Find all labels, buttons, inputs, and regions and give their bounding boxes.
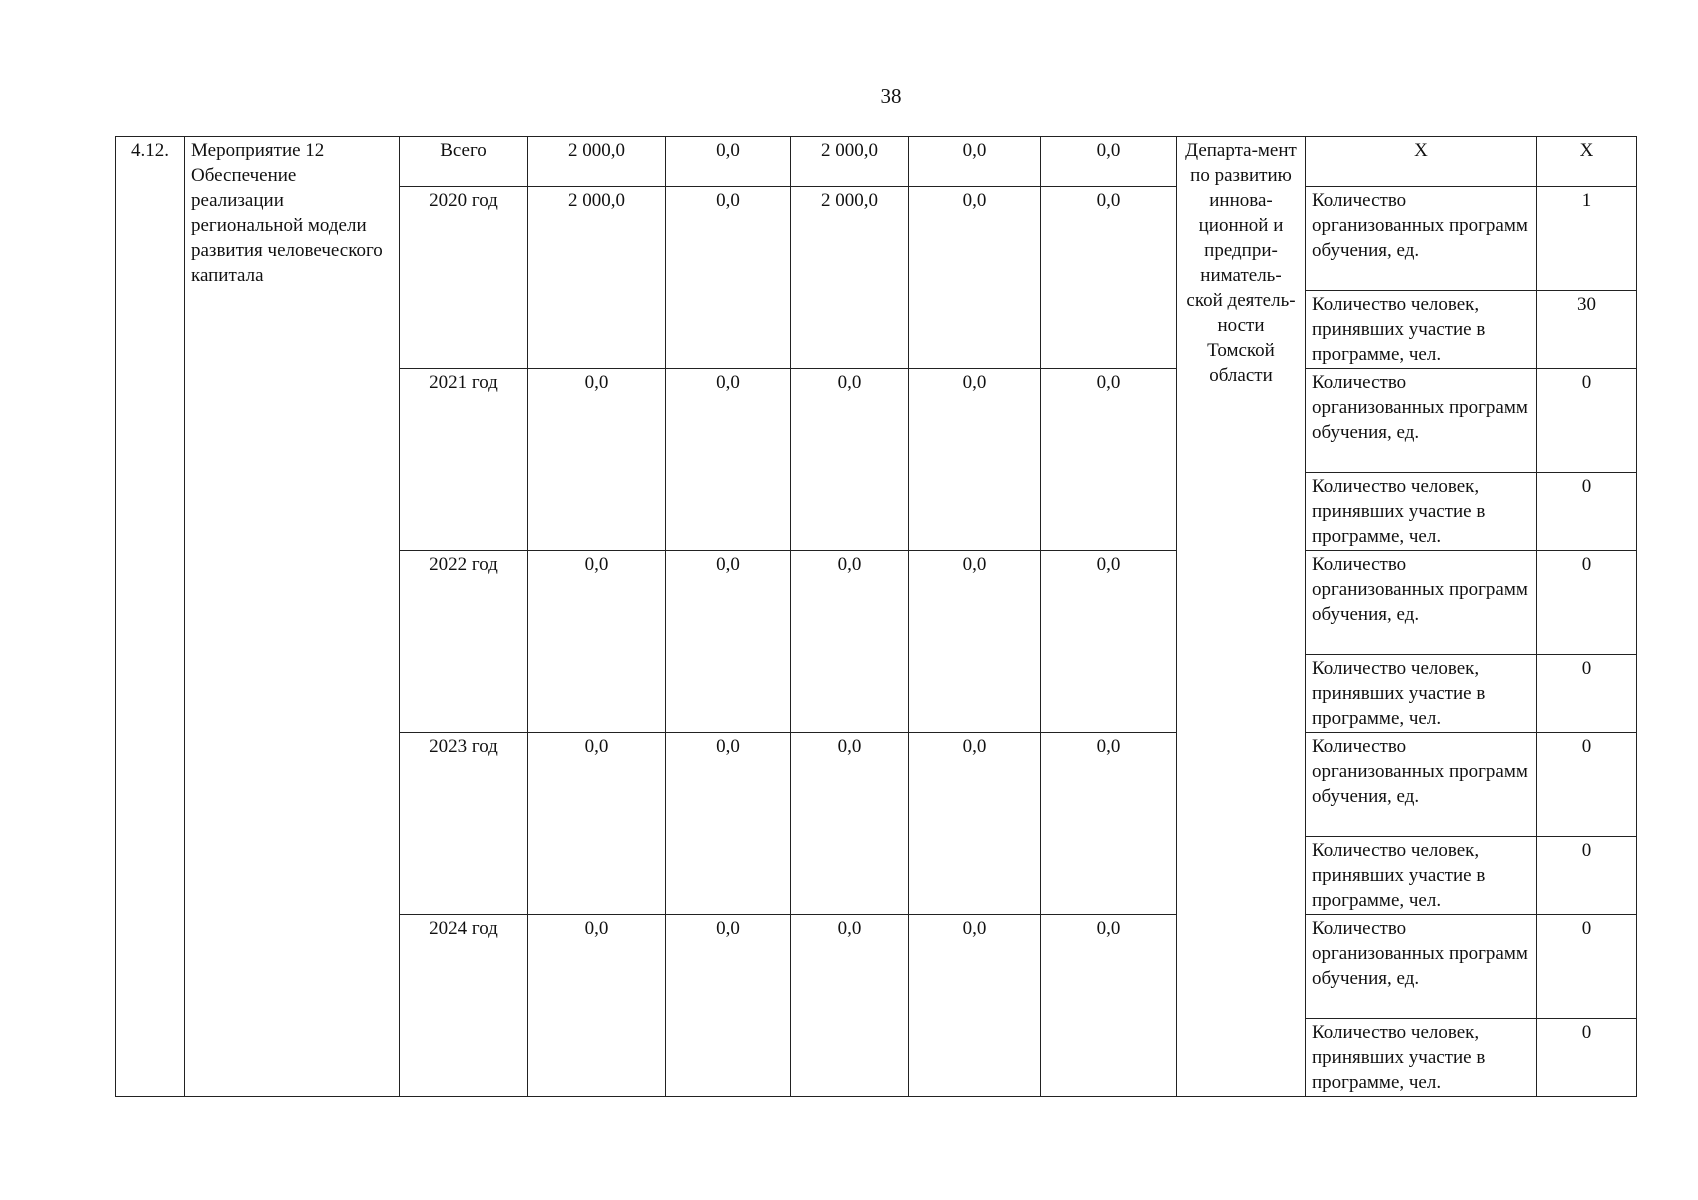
department-name: Департа-мент по развитию иннова-ционной и предпри-ниматель-ской деятель-ности Томской области (1177, 137, 1306, 1097)
indicator-name: Количество организованных программ обучения, ед. (1306, 551, 1537, 655)
indicator-header: Х (1306, 137, 1537, 187)
value-cell: 0,0 (666, 187, 791, 369)
period-label: 2024 год (400, 915, 528, 1097)
period-label: Всего (400, 137, 528, 187)
indicator-name: Количество организованных программ обучения, ед. (1306, 369, 1537, 473)
measure-table (115, 136, 1637, 1097)
value-cell: 0,0 (1041, 187, 1177, 369)
period-label: 2020 год (400, 187, 528, 369)
value-cell: 0,0 (666, 733, 791, 915)
measure-name: Мероприятие 12 Обеспечение реализации региональной модели развития человеческого капитала (185, 137, 400, 1097)
value-cell: 0,0 (791, 915, 909, 1097)
period-label: 2023 год (400, 733, 528, 915)
page-number: 38 (880, 84, 902, 108)
value-cell: 0,0 (791, 369, 909, 551)
value-cell: 0,0 (528, 733, 666, 915)
indicator-name: Количество человек, принявших участие в программе, чел. (1306, 291, 1537, 369)
indicator-value: 0 (1537, 733, 1637, 837)
value-cell: 0,0 (528, 915, 666, 1097)
value-cell: 0,0 (909, 915, 1041, 1097)
value-cell: 2 000,0 (791, 137, 909, 187)
value-cell: 0,0 (666, 137, 791, 187)
indicator-value: 0 (1537, 1019, 1637, 1097)
indicator-name: Количество организованных программ обучения, ед. (1306, 733, 1537, 837)
value-cell: 0,0 (791, 733, 909, 915)
value-cell: 0,0 (791, 551, 909, 733)
period-label: 2021 год (400, 369, 528, 551)
value-cell: 0,0 (1041, 915, 1177, 1097)
value-cell: 0,0 (528, 369, 666, 551)
value-cell: 0,0 (909, 551, 1041, 733)
table-row (116, 137, 1637, 187)
value-cell: 0,0 (909, 369, 1041, 551)
indicator-name: Количество человек, принявших участие в программе, чел. (1306, 837, 1537, 915)
value-cell: 0,0 (666, 551, 791, 733)
value-cell: 0,0 (666, 915, 791, 1097)
value-cell: 0,0 (1041, 137, 1177, 187)
indicator-value: 1 (1537, 187, 1637, 291)
value-cell: 0,0 (909, 733, 1041, 915)
indicator-name: Количество организованных программ обучения, ед. (1306, 187, 1537, 291)
period-label: 2022 год (400, 551, 528, 733)
indicator-name: Количество человек, принявших участие в программе, чел. (1306, 1019, 1537, 1097)
indicator-name: Количество организованных программ обучения, ед. (1306, 915, 1537, 1019)
value-cell: 0,0 (528, 551, 666, 733)
indicator-value: 0 (1537, 369, 1637, 473)
value-cell: 0,0 (1041, 551, 1177, 733)
indicator-value-header: Х (1537, 137, 1637, 187)
value-cell: 0,0 (909, 137, 1041, 187)
indicator-value: 30 (1537, 291, 1637, 369)
indicator-name: Количество человек, принявших участие в программе, чел. (1306, 473, 1537, 551)
value-cell: 0,0 (1041, 733, 1177, 915)
indicator-value: 0 (1537, 915, 1637, 1019)
value-cell: 0,0 (1041, 369, 1177, 551)
value-cell: 2 000,0 (528, 187, 666, 369)
value-cell: 2 000,0 (791, 187, 909, 369)
value-cell: 0,0 (666, 369, 791, 551)
indicator-name: Количество человек, принявших участие в программе, чел. (1306, 655, 1537, 733)
row-number: 4.12. (116, 137, 185, 1097)
indicator-value: 0 (1537, 655, 1637, 733)
indicator-value: 0 (1537, 551, 1637, 655)
indicator-value: 0 (1537, 837, 1637, 915)
value-cell: 2 000,0 (528, 137, 666, 187)
value-cell: 0,0 (909, 187, 1041, 369)
indicator-value: 0 (1537, 473, 1637, 551)
